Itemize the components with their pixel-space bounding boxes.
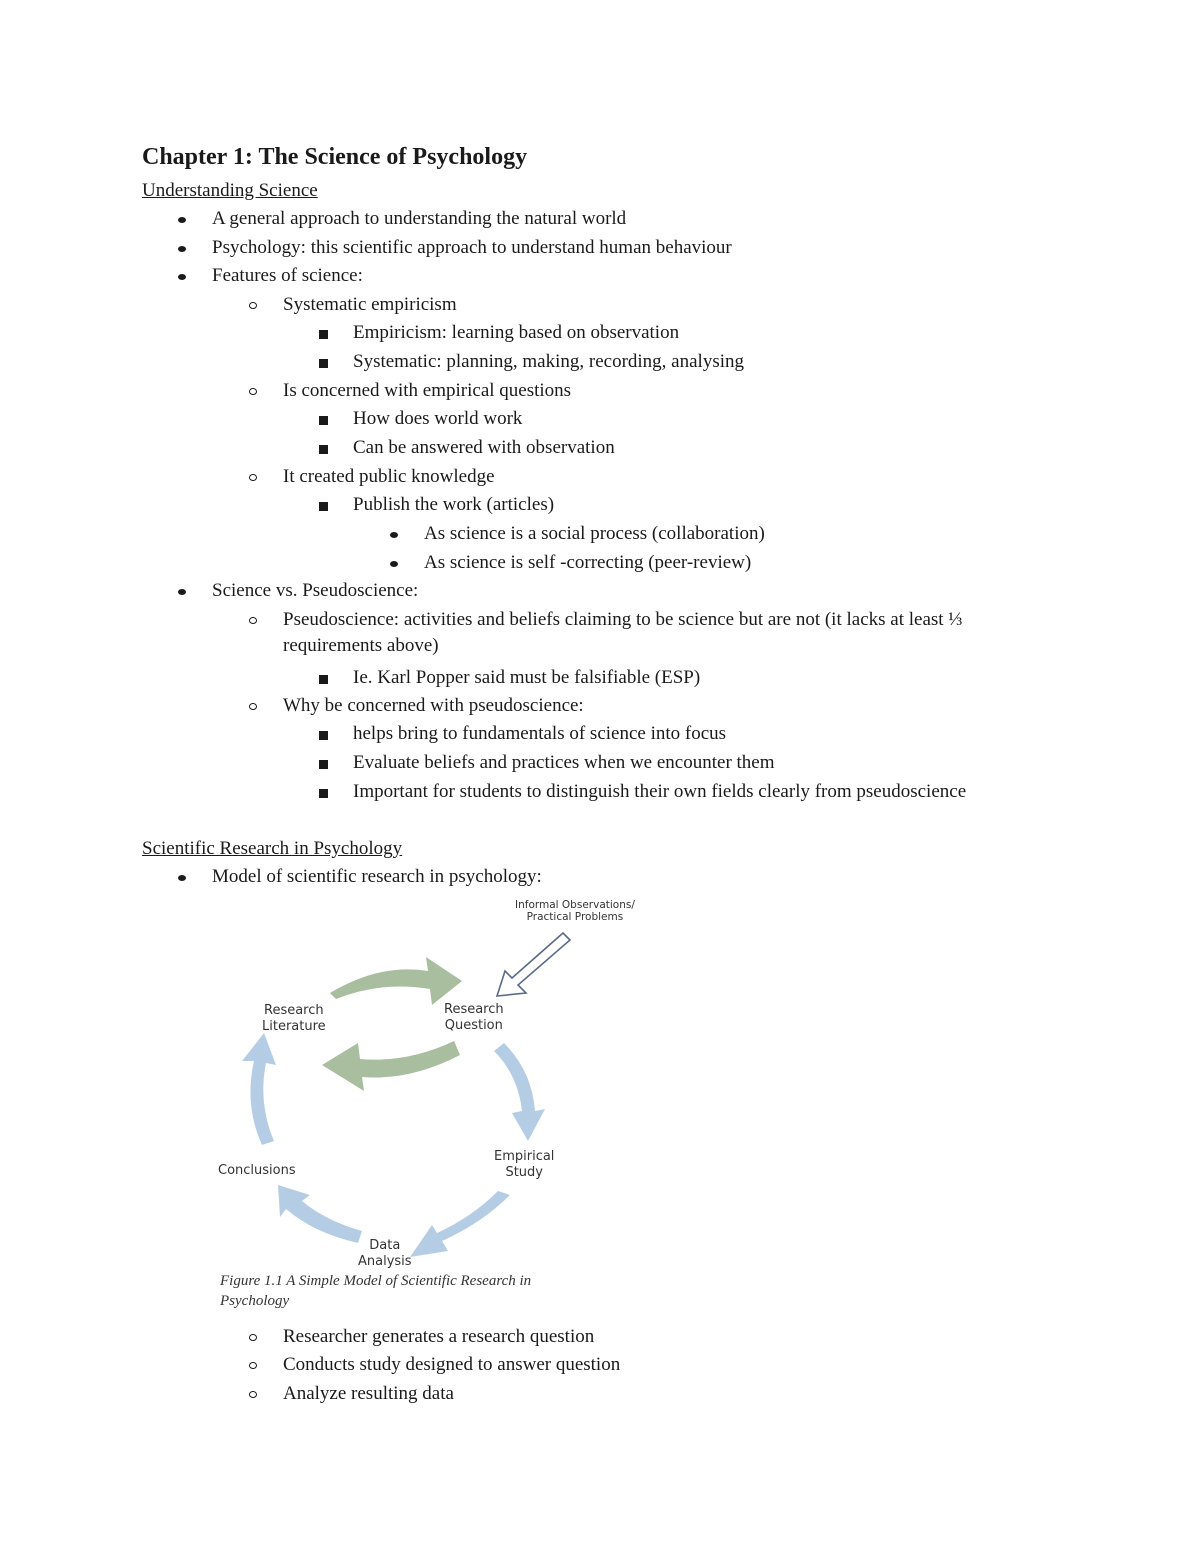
list-item: Publish the work (articles) <box>353 494 555 515</box>
bullet-square-icon <box>319 445 328 454</box>
section-heading-understanding: Understanding Science <box>142 180 318 201</box>
list-item: Science vs. Pseudoscience: <box>212 580 419 601</box>
bullet-circle-icon <box>249 388 257 395</box>
bullet-disc-icon <box>178 217 186 223</box>
list-item: Researcher generates a research question <box>283 1326 595 1347</box>
bullet-disc-icon <box>178 589 186 595</box>
list-item: Psychology: this scientific approach to understand human behaviour <box>212 237 732 258</box>
list-item: Empiricism: learning based on observation <box>353 322 680 343</box>
list-item: Features of science: <box>212 265 363 286</box>
blue-arrow-question-empirical <box>494 1043 545 1141</box>
bullet-circle-icon <box>249 474 257 481</box>
list-item: A general approach to understanding the natural world <box>212 208 627 229</box>
list-item: Evaluate beliefs and practices when we encounter them <box>353 752 775 773</box>
list-item: Important for students to distinguish their own fields clearly from pseudoscience <box>353 781 967 802</box>
list-item: Model of scientific research in psychology: <box>212 866 542 887</box>
blue-arrow-data-conclusions <box>278 1185 362 1243</box>
figure-caption: Figure 1.1 A Simple Model of Scientific Research in Psychology <box>220 1273 532 1309</box>
bullet-circle-icon <box>249 1391 257 1398</box>
bullet-circle-icon <box>249 703 257 710</box>
list-item: Systematic empiricism <box>283 294 457 315</box>
label-research-literature: Research Literature <box>262 1003 326 1034</box>
bullet-square-icon <box>319 731 328 740</box>
list-item: Systematic: planning, making, recording, analysing <box>353 351 745 372</box>
bullet-disc-icon <box>390 561 398 567</box>
label-data-analysis: Data Analysis <box>358 1238 412 1269</box>
label-empirical-study: Empirical Study <box>494 1149 555 1180</box>
bullet-circle-icon <box>249 1334 257 1341</box>
list-item: Conducts study designed to answer question <box>283 1354 621 1375</box>
outline-arrow <box>497 933 570 996</box>
label-conclusions: Conclusions <box>218 1163 296 1178</box>
list-item: As science is a social process (collaboration) <box>424 523 765 544</box>
list-item: It created public knowledge <box>283 466 495 487</box>
bullet-square-icon <box>319 502 328 511</box>
section-heading-research: Scientific Research in Psychology <box>142 838 403 859</box>
green-arrow-top <box>330 957 462 1005</box>
list-item: Why be concerned with pseudoscience: <box>283 695 584 716</box>
research-cycle-graphic <box>210 893 650 1273</box>
bullet-circle-icon <box>249 302 257 309</box>
bullet-circle-icon <box>249 617 257 624</box>
list-item: Analyze resulting data <box>283 1383 454 1404</box>
bullet-square-icon <box>319 416 328 425</box>
green-arrow-bottom <box>322 1041 460 1091</box>
label-research-question: Research Question <box>444 1002 504 1033</box>
list-item: How does world work <box>353 408 523 429</box>
list-item: helps bring to fundamentals of science into focus <box>353 723 727 744</box>
list-item: Ie. Karl Popper said must be falsifiable (ESP) <box>353 667 701 688</box>
list-item: Is concerned with empirical questions <box>283 380 572 401</box>
bullet-square-icon <box>319 675 328 684</box>
bullet-disc-icon <box>390 532 398 538</box>
blue-arrow-empirical-data <box>410 1191 510 1257</box>
bullet-disc-icon <box>178 246 186 252</box>
bullet-square-icon <box>319 760 328 769</box>
page-title: Chapter 1: The Science of Psychology <box>142 144 528 170</box>
bullet-square-icon <box>319 359 328 368</box>
bullet-square-icon <box>319 789 328 798</box>
research-model-diagram <box>210 893 650 1313</box>
bullet-circle-icon <box>249 1362 257 1369</box>
bullet-disc-icon <box>178 274 186 280</box>
bullet-disc-icon <box>178 875 186 881</box>
list-item: Can be answered with observation <box>353 437 615 458</box>
bullet-square-icon <box>319 330 328 339</box>
list-item: As science is self -correcting (peer-review) <box>424 552 752 573</box>
blue-arrow-conclusions-literature <box>242 1033 276 1145</box>
list-item: Pseudoscience: activities and beliefs claiming to be science but are not (it lacks at least ⅓ requirements above) <box>283 609 963 656</box>
label-informal-observations: Informal Observations/ Practical Problems <box>515 899 635 923</box>
